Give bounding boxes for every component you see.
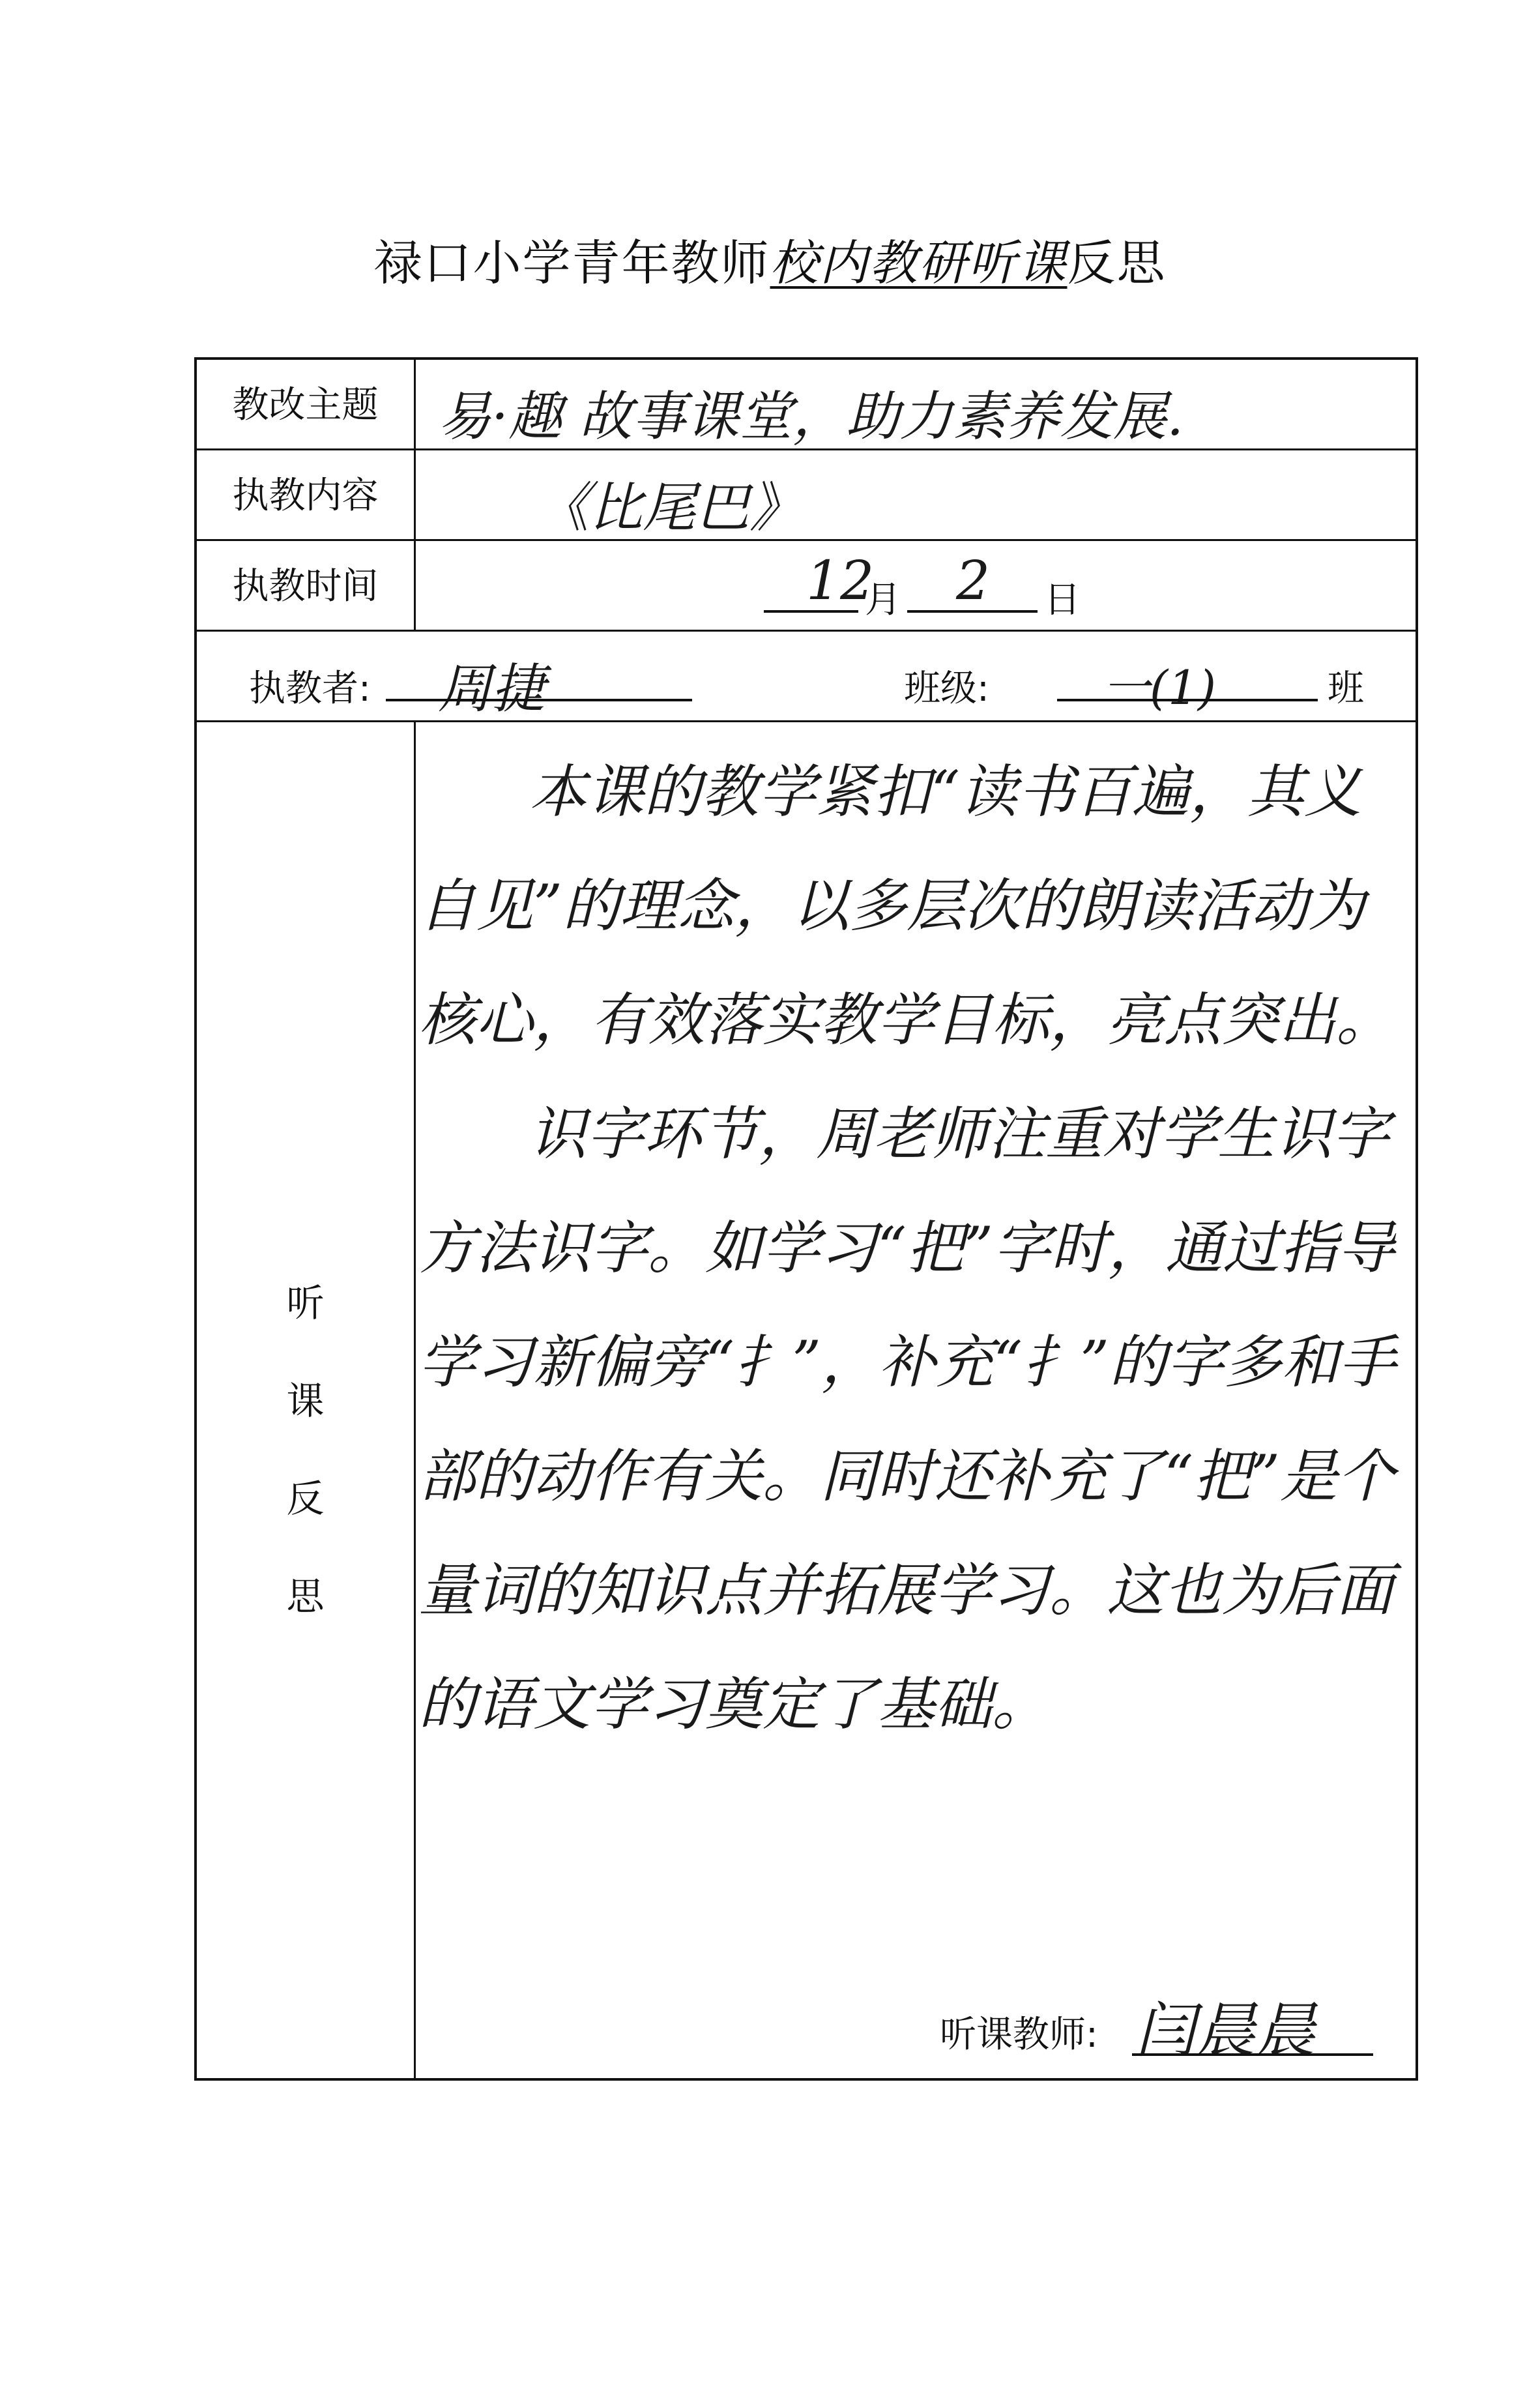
title-handwritten: 校内教研听课 xyxy=(770,235,1068,291)
row-divider xyxy=(197,539,1416,541)
month-unit: 月 xyxy=(865,579,901,621)
day-unit: 日 xyxy=(1044,579,1081,621)
title-printed: 禄口小学青年教师 xyxy=(373,235,770,291)
theme-value: 易·趣 故事课堂，助力素养发展. xyxy=(438,386,1184,448)
reflection-label-char: 听 xyxy=(286,1281,325,1325)
class-label: 班级: xyxy=(904,667,989,710)
theme-label: 教改主题 xyxy=(232,384,379,426)
observer-value: 闫晨晨 xyxy=(1135,1996,1316,2066)
class-unit: 班 xyxy=(1328,667,1364,710)
page-title xyxy=(0,225,1540,294)
day-value: 2 xyxy=(956,550,991,612)
reflection-paragraph: 识字环节，周老师注重对学生识字方法识字。如学习“把”字时，通过指导学习新偏旁“扌”，补充“扌”的字多和手部的动作有关。同时还补充了“把”是个量词的知识点并拓展学习。这也为后面的语文学习奠定了基础。 xyxy=(418,1100,1396,1738)
title-suffix: 反思 xyxy=(1067,235,1167,291)
reflection-paragraph: 本课的教学紧扣“读书百遍，其义自见”的理念，以多层次的朗读活动为核心，有效落实教学目标，亮点突出。 xyxy=(418,758,1394,1053)
teacher-value: 周捷 xyxy=(438,658,545,720)
reflection-label-char: 思 xyxy=(286,1574,325,1619)
content-label: 执教内容 xyxy=(232,475,379,517)
reflection-label xyxy=(197,1272,414,1664)
row-divider xyxy=(197,720,1416,722)
column-divider xyxy=(414,720,416,2079)
class-value: 一(1) xyxy=(1103,660,1216,715)
month-underline xyxy=(764,610,858,613)
month-value: 12 xyxy=(806,550,875,612)
reflection-form-table xyxy=(194,357,1418,2081)
observer-label: 听课教师: xyxy=(940,2014,1098,2056)
teacher-label: 执教者: xyxy=(249,667,371,710)
teacher-underline xyxy=(386,699,692,701)
reflection-label-char: 反 xyxy=(286,1476,325,1521)
row-divider xyxy=(197,630,1416,632)
column-divider xyxy=(414,360,416,630)
observer-underline xyxy=(1132,2053,1373,2056)
class-underline xyxy=(1057,699,1318,701)
reflection-body xyxy=(418,735,1409,1761)
time-label: 执教时间 xyxy=(232,565,379,608)
content-value: 《比尾巴》 xyxy=(536,477,803,539)
day-underline xyxy=(907,610,1038,613)
reflection-label-char: 课 xyxy=(286,1379,325,1423)
